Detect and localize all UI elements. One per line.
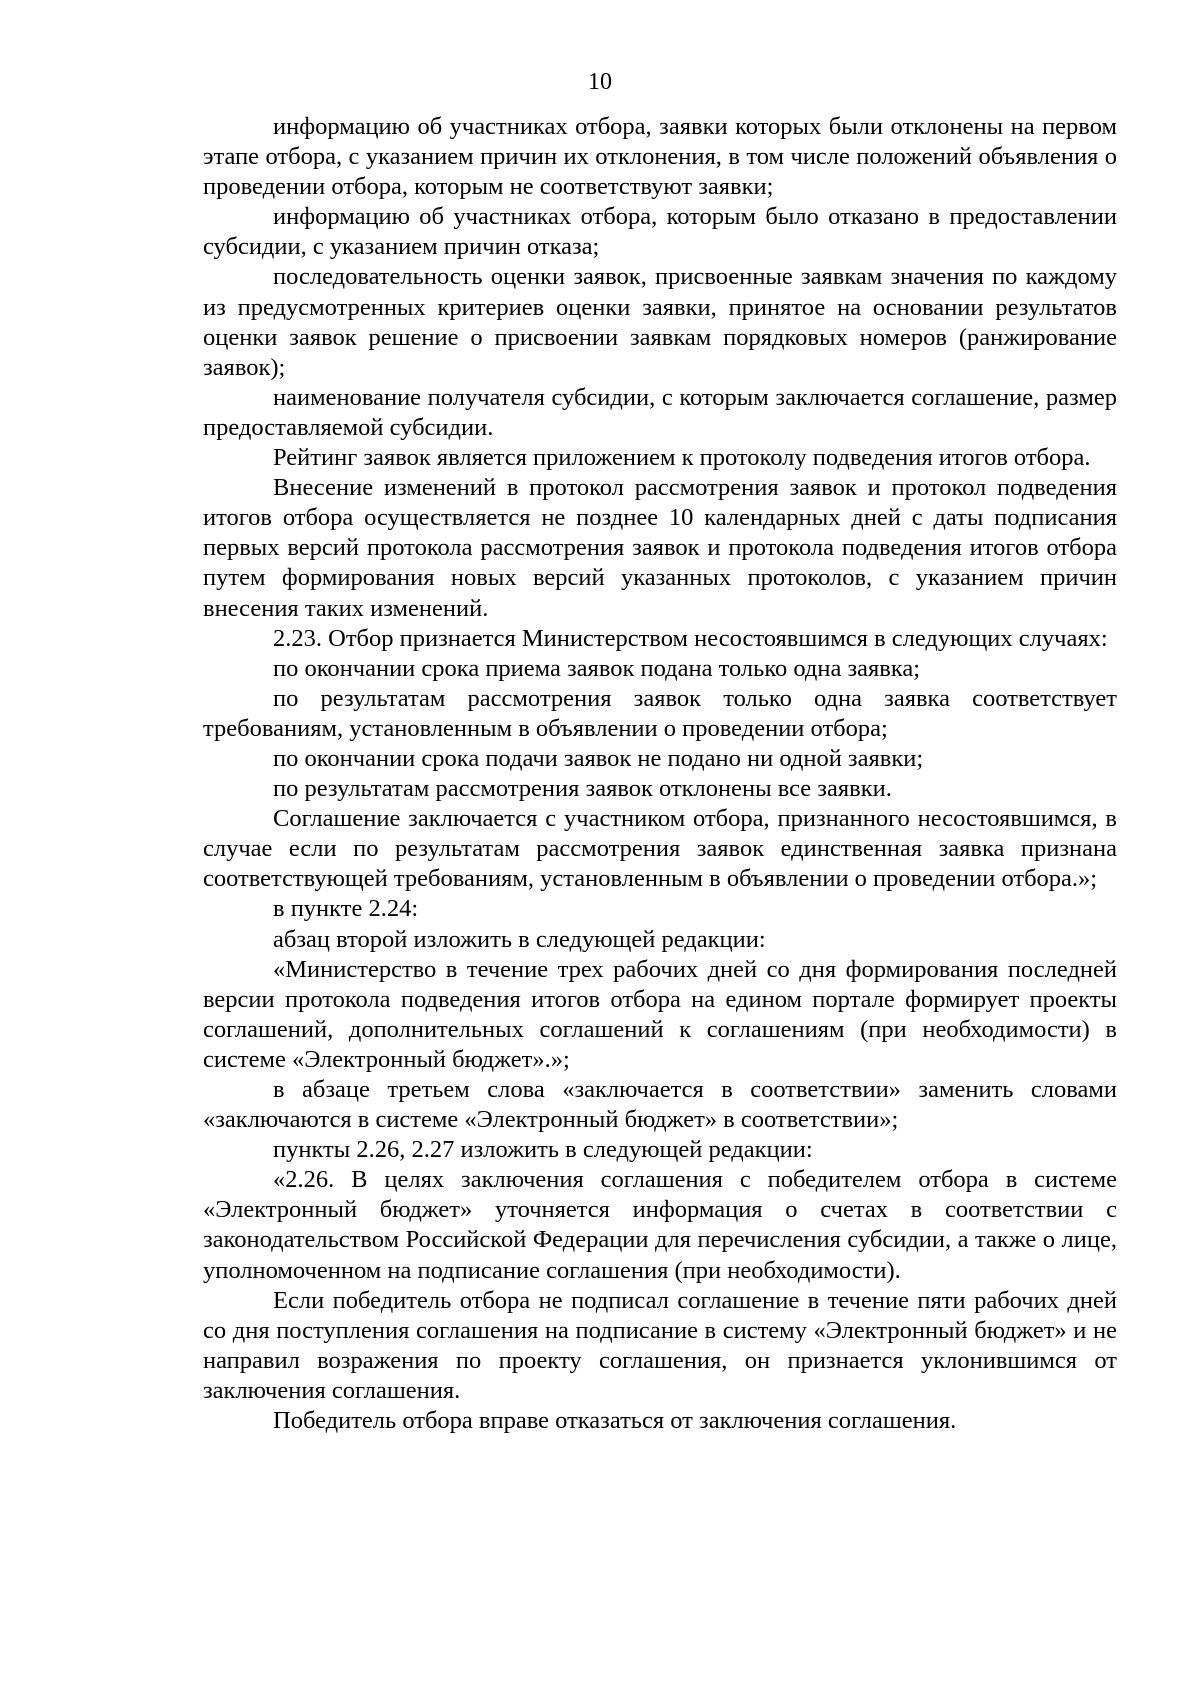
paragraph: Рейтинг заявок является приложением к протоколу подведения итогов отбора. [273, 444, 1091, 472]
paragraph: абзац второй изложить в следующей редакции: [273, 925, 766, 953]
paragraph: 2.23. Отбор признается Министерством несостоявшимся в следующих случаях: [273, 624, 1108, 652]
paragraph: наименование получателя субсидии, с которым заключается соглашение, размер предоставляемой субсидии. [203, 383, 1117, 441]
paragraph: пункты 2.26, 2.27 изложить в следующей редакции: [273, 1136, 813, 1164]
paragraph: по окончании срока подачи заявок не подано ни одной заявки; [273, 744, 924, 772]
document-body [203, 112, 1117, 1436]
paragraph: информацию об участниках отбора, заявки которых были отклонены на первом этапе отбора, с указанием причин их отклонения, в том числе положений объявления о проведении отбора, которым не соответствуют заявки; [203, 113, 1117, 201]
paragraph: Внесение изменений в протокол рассмотрения заявок и протокол подведения итогов отбора осуществляется не позднее 10 календарных дней с даты подписания первых версий протокола рассмотрения заявок и протокола подведения итогов отбора путем формирования новых версий указанных протоколов, с указанием причин внесения таких изменений. [203, 474, 1117, 622]
paragraph: «Министерство в течение трех рабочих дней со дня формирования последней версии протокола подведения итогов отбора на едином портале формирует проекты соглашений, дополнительных соглашений к соглашениям (при необходимости) в системе «Электронный бюджет».»; [203, 955, 1117, 1073]
paragraph: Победитель отбора вправе отказаться от заключения соглашения. [273, 1407, 957, 1435]
paragraph: информацию об участниках отбора, которым было отказано в предоставлении субсидии, с указанием причин отказа; [203, 203, 1117, 261]
paragraph: последовательность оценки заявок, присвоенные заявкам значения по каждому из предусмотренных критериев оценки заявки, принятое на основании результатов оценки заявок решение о присвоении заявкам порядковых номеров (ранжирование заявок); [203, 263, 1117, 381]
paragraph: «2.26. В целях заключения соглашения с победителем отбора в системе «Электронный бюджет» уточняется информация о счетах в соответствии с законодательством Российской Федерации для перечисления субсидии, а также о лице, уполномоченном на подписание соглашения (при необходимости). [203, 1166, 1117, 1284]
paragraph: по результатам рассмотрения заявок отклонены все заявки. [273, 775, 892, 803]
paragraph: Если победитель отбора не подписал соглашение в течение пяти рабочих дней со дня поступления соглашения на подписание в систему «Электронный бюджет» и не направил возражения по проекту соглашения, он признается уклонившимся от заключения соглашения. [203, 1286, 1117, 1404]
paragraph: Соглашение заключается с участником отбора, признанного несостоявшимся, в случае если по результатам рассмотрения заявок единственная заявка признана соответствующей требованиям, установленным в объявлении о проведении отбора.»; [203, 805, 1117, 893]
paragraph: в абзаце третьем слова «заключается в соответствии» заменить словами «заключаются в системе «Электронный бюджет» в соответствии»; [203, 1076, 1117, 1134]
paragraph: в пункте 2.24: [273, 895, 419, 923]
page-number: 10 [588, 69, 612, 95]
paragraph: по результатам рассмотрения заявок только одна заявка соответствует требованиям, установленным в объявлении о проведении отбора; [203, 684, 1117, 742]
paragraph: по окончании срока приема заявок подана только одна заявка; [273, 654, 921, 682]
